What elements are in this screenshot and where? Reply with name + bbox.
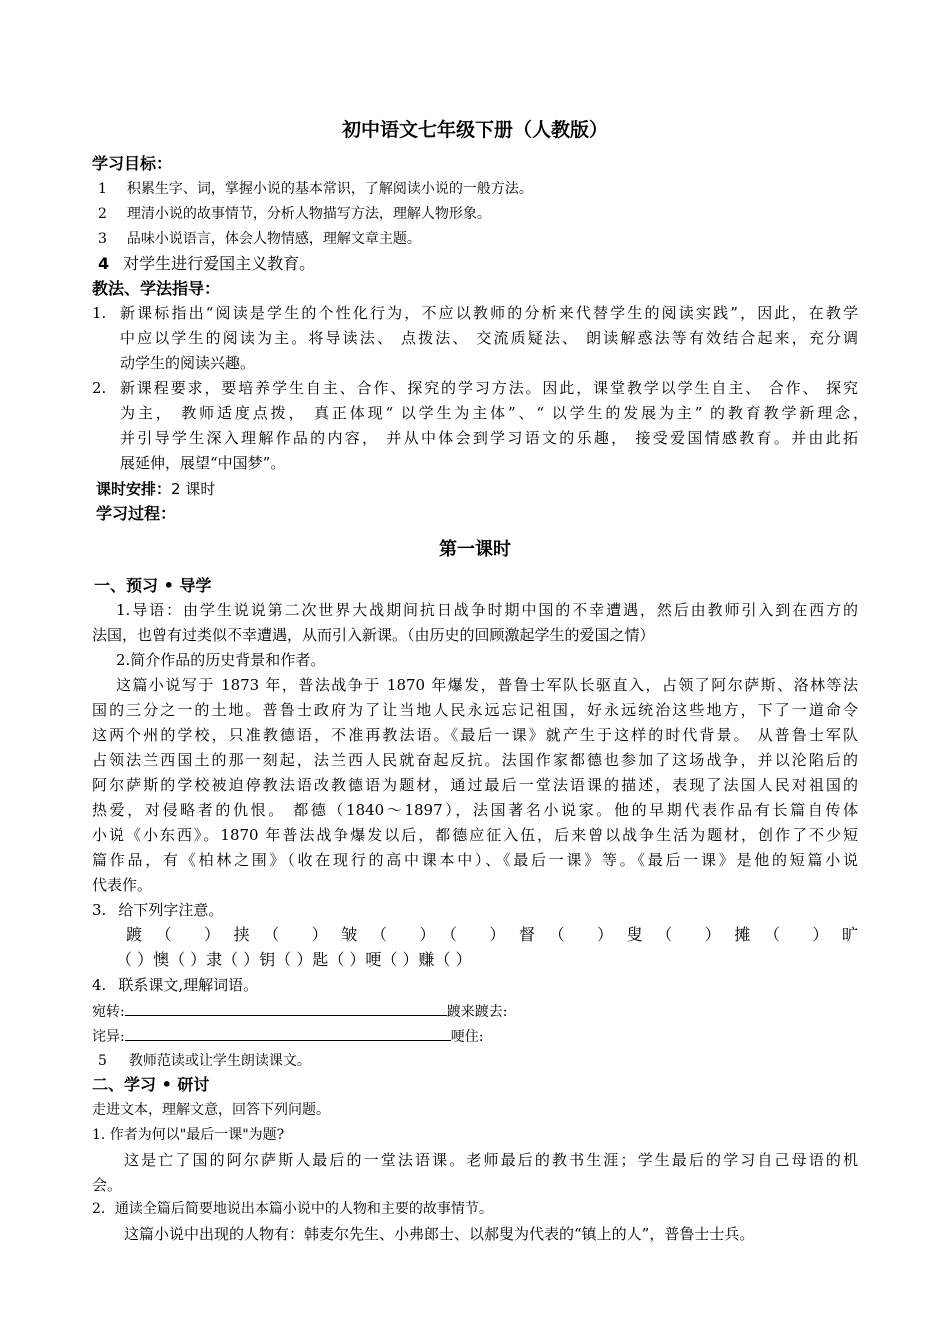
q5 <box>98 1051 311 1071</box>
methods-p1-line1: 新课标指出“阅读是学生的个性化行为，不应以教师的分析来代替学生的阅读实践”，因此，在教学 <box>120 304 858 322</box>
schedule <box>96 479 215 499</box>
section-2-answer-1-line2: 会。 <box>92 1176 123 1194</box>
q5-text: 教师范读或让学生朗读课文。 <box>128 1053 311 1069</box>
intro-1-line1: 1.导语：由学生说说第二次世界大战期间抗日战争时期中国的不幸遭遇，然后由教师引入到在西方的 <box>116 601 858 619</box>
background-line-3: 这两个州的学校，只准教德语，不准再教法语。《最后一课》就产生于这样的时代背景。 从普鲁士军队 <box>92 726 858 744</box>
q4-num: 4. <box>92 976 107 994</box>
q3-chars-row2: （ ）懊（ ）隶（ ）钥（ ）匙（ ）哽（ ）赚（ ） <box>116 950 472 969</box>
objective-num: 4 <box>98 254 110 273</box>
methods-p2-line2: 为主， 教师适度点拨， 真正体现“ 以学生为主体”、“ 以学生的发展为主” 的教育教学新理念， <box>120 404 868 422</box>
intro-1-line2: 法国，也曾有过类似不幸遭遇，从而引入新课。（由历史的回顾激起学生的爱国之情） <box>92 626 655 644</box>
objective-num: 2 <box>98 206 107 222</box>
word-label-4: 哽住: <box>450 1029 484 1045</box>
objective-4 <box>98 254 315 274</box>
word-label-3: 诧异: <box>92 1029 125 1045</box>
page-title: 初中语文七年级下册（人教版） <box>341 119 608 141</box>
section-2-question-1: 1. 作者为何以"最后一课"为题? <box>92 1127 285 1143</box>
methods-heading: 教法、学法指导： <box>92 279 221 298</box>
objective-num: 1 <box>98 181 107 197</box>
objective-text: 理清小说的故事情节，分析人物描写方法，理解人物形象。 <box>126 206 491 222</box>
q4-text: 联系课文,理解词语。 <box>118 976 259 994</box>
background-line-8: 篇作品，有《柏林之围》（收在现行的高中课本中）、《最后一课》等。《最后一课》是他的短篇小说 <box>92 851 858 869</box>
section-2-heading: 二、学习 • 研讨 <box>92 1075 210 1094</box>
objective-3 <box>98 229 421 249</box>
objective-2 <box>98 204 491 224</box>
objective-1 <box>98 179 533 199</box>
schedule-label: 课时安排： <box>96 480 172 498</box>
section-2-question-2: 2．通读全篇后简要地说出本篇小说中的人物和主要的故事情节。 <box>92 1201 493 1217</box>
process-heading: 学习过程： <box>96 504 177 523</box>
word-label-1: 宛转: <box>92 1004 125 1020</box>
answer-blank-3[interactable] <box>125 1026 451 1041</box>
q5-num: 5 <box>98 1053 107 1069</box>
section-1-heading: 一、预习 • 导学 <box>94 576 212 595</box>
section-2-answer-1-line1: 这是亡了国的阿尔萨斯人最后的一堂法语课。老师最后的教书生涯；学生最后的学习自己母语的机 <box>124 1151 858 1169</box>
methods-p1-line2: 中应以学生的阅读为主。将导读法、 点拨法、 交流质疑法、 朗读解惑法等有效结合起来，充分调 <box>120 329 858 347</box>
answer-blank-1[interactable] <box>125 1001 447 1016</box>
word-row-2 <box>92 1026 483 1047</box>
objectives-heading: 学习目标： <box>92 154 173 173</box>
q3-chars-row1: 踱（ ）挟（ ）皱（ ）（ ）督（ ）叟（ ）摊（ ）旷 <box>126 925 858 944</box>
q3-text: 给下列字注意。 <box>118 901 224 919</box>
word-label-2: 踱来踱去: <box>446 1004 508 1020</box>
background-line-5: 阿尔萨斯的学校被迫停教法语改教德语为题材，通过最后一堂法语课的描述，表现了法国人民对祖国的 <box>92 776 858 794</box>
background-line-1: 这篇小说写于 1873 年，普法战争于 1870 年爆发，普鲁士军队长驱直入，占领了阿尔萨斯、洛林等法 <box>116 676 858 694</box>
word-row-1 <box>92 1001 507 1022</box>
background-line-7: 小说《小东西》。1870 年普法战争爆发以后，都德应征入伍，后来曾以战争生活为题材，创作了不少短 <box>92 826 858 844</box>
q4 <box>92 975 258 995</box>
objective-text: 积累生字、词，掌握小说的基本常识，了解阅读小说的一般方法。 <box>126 181 533 197</box>
background-line-4: 占领法兰西国土的那一刻起，法兰西人民就奋起反抗。法国作家都德也参加了这场战争，并以沦陷后的 <box>92 751 858 769</box>
q3 <box>92 900 223 920</box>
methods-num-1: 1. <box>92 304 107 322</box>
lesson-title: 第一课时 <box>439 539 511 560</box>
methods-p1-line3: 动学生的阅读兴趣。 <box>120 354 256 372</box>
methods-p2-line1: 新课程要求，要培养学生自主、合作、探究的学习方法。因此，课堂教学以学生自主、 合作、 探究 <box>120 379 858 397</box>
objective-text: 对学生进行爱国主义教育。 <box>123 254 316 273</box>
methods-p2-line3: 并引导学生深入理解作品的内容， 并从中体会到学习语文的乐趣， 接受爱国情感教育。并由此拓 <box>120 429 858 447</box>
methods-num-2: 2. <box>92 379 107 397</box>
q3-num: 3. <box>92 901 107 919</box>
schedule-value: 2 课时 <box>171 480 216 498</box>
section-2-intro: 走进文本，理解文意，回答下列问题。 <box>92 1102 330 1118</box>
background-line-9: 代表作。 <box>92 876 153 894</box>
objective-text: 品味小说语言，体会人物情感，理解文章主题。 <box>126 231 421 247</box>
methods-p2-line4: 展延伸，展望“中国梦”。 <box>120 454 286 472</box>
objective-num: 3 <box>98 231 107 247</box>
section-2-answer-2: 这篇小说中出现的人物有：韩麦尔先生、小弗郎士、以郝叟为代表的“镇上的人”，普鲁士士兵。 <box>124 1225 755 1243</box>
background-line-2: 国的三分之一的土地。普鲁士政府为了让当地人民永远忘记祖国，好永远统治这些地方，下了一道命令 <box>92 701 858 719</box>
background-line-6: 热爱，对侵略者的仇恨。 都德（1840～1897），法国著名小说家。他的早期代表作品有长篇自传体 <box>92 801 858 819</box>
intro-2: 2.简介作品的历史背景和作者。 <box>116 651 326 669</box>
